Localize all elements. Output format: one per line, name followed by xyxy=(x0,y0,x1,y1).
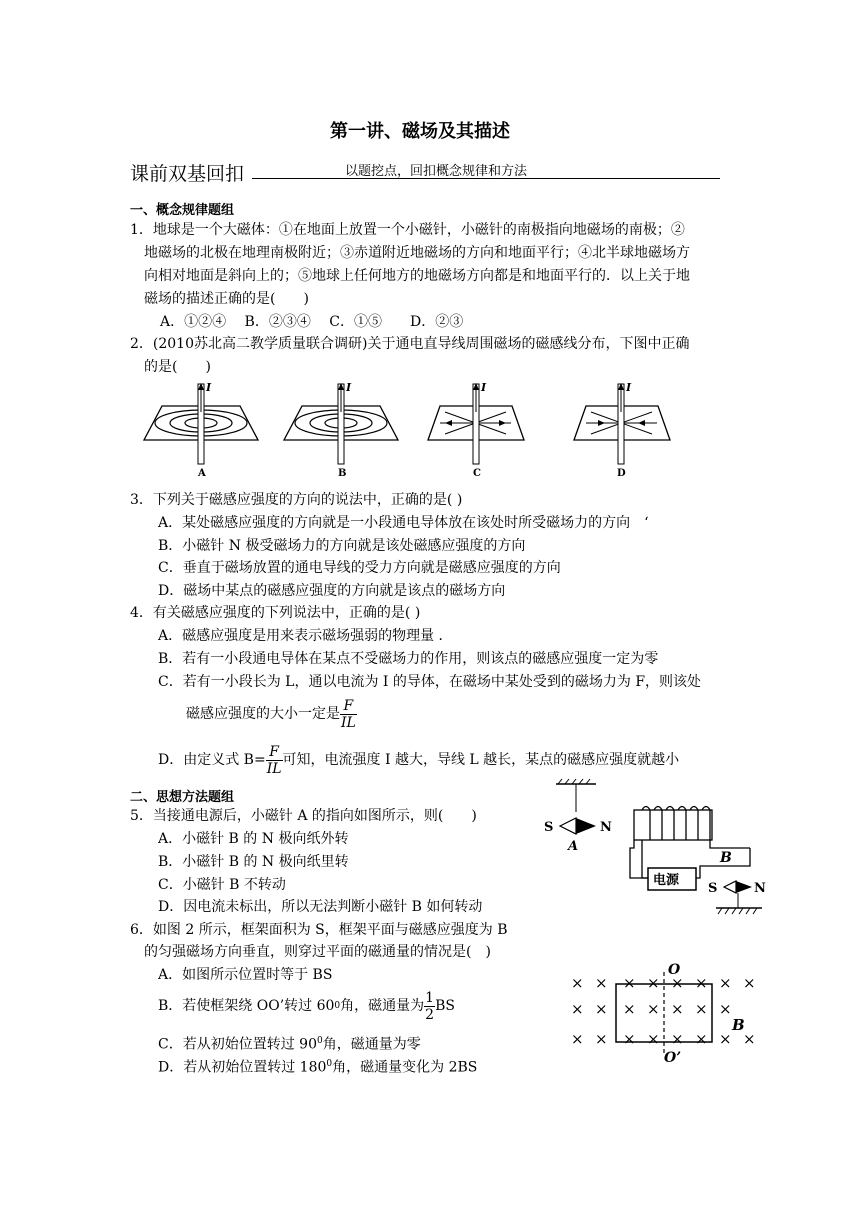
field-cross: × xyxy=(719,1000,732,1018)
q2-current-label-d: I xyxy=(626,381,632,394)
field-cross: × xyxy=(623,974,636,992)
q5-magnet-b-label: B xyxy=(720,850,732,866)
q2-label-c: C xyxy=(473,468,481,478)
field-cross: × xyxy=(695,1000,708,1018)
q6-field-crosses xyxy=(571,974,756,1048)
q2-option-b-diagram xyxy=(284,383,398,464)
q6-label-b: B xyxy=(732,1016,745,1034)
q5-option-d: D．因电流未标出，所以无法判断小磁针 B 如何转动 xyxy=(158,899,483,915)
q6-figure xyxy=(560,958,770,1068)
q6-half-num: 1 xyxy=(425,989,435,1006)
field-cross: × xyxy=(647,1030,660,1048)
q1-line-3: 向相对地面是斜向上的；⑤地球上任何地方的地磁场方向都是和地面平行的．以上关于地 xyxy=(144,268,690,284)
q5-magnet-a-s: S xyxy=(544,820,554,835)
q4-fraction-c xyxy=(340,698,357,731)
q5-stem: 5．当接通电源后，小磁针 A 的指向如图所示，则( ) xyxy=(130,808,477,824)
q5-magnet-b-n: N xyxy=(754,881,766,896)
q4-option-c-text: 磁感应强度的大小一定是 xyxy=(186,706,340,722)
q5-magnet-a-label: A xyxy=(568,839,579,854)
header-left: 课前双基回扣 xyxy=(130,163,245,185)
q4-option-d xyxy=(158,738,679,782)
q5-option-a: A．小磁针 B 的 N 极向纸外转 xyxy=(158,831,349,847)
q4-option-c: C．若有一小段长为 L，通以电流为 I 的导体，在磁场中某处受到的磁场力为 F，则该处 xyxy=(158,674,702,690)
field-cross: × xyxy=(695,974,708,992)
q6-option-b xyxy=(158,986,455,1026)
header-center: 以题挖点，回扣概念规律和方法 xyxy=(345,164,528,179)
q1-line-4: 磁场的描述正确的是( ) xyxy=(144,291,309,307)
q6-option-b-pre: B．若使框架绕 OO’转过 60 xyxy=(158,998,335,1014)
q5-power-label: 电源 xyxy=(653,873,680,888)
q5-figure xyxy=(540,778,780,920)
q6-label-o-prime: O’ xyxy=(664,1050,682,1066)
field-cross: × xyxy=(743,1030,756,1048)
q2-figure xyxy=(140,378,680,478)
q2-option-d-diagram xyxy=(574,383,670,464)
field-cross: × xyxy=(719,1030,732,1048)
q1-line-2: 地磁场的北极在地理南极附近；③赤道附近地磁场的方向和地面平行；④北半球地磁场方 xyxy=(144,245,690,261)
q5-magnet-a-n: N xyxy=(600,820,612,835)
q2-option-a-diagram xyxy=(144,383,258,464)
q6-option-b-deg: 0 xyxy=(334,1001,341,1011)
field-cross: × xyxy=(623,1030,636,1048)
section-1-heading: 一、概念规律题组 xyxy=(130,203,235,218)
field-cross: × xyxy=(671,1000,684,1018)
q6-option-d-deg: 0 xyxy=(326,1059,333,1069)
q2-line-1: 2．(2010苏北高二教学质量联合调研)关于通电直导线周围磁场的磁感线分布，下图中正确 xyxy=(130,336,690,352)
q4-fraction-d-den: IL xyxy=(266,760,282,777)
q4-option-a: A．磁感应强度是用来表示磁场强弱的物理量 ． xyxy=(158,628,453,644)
q2-label-b: B xyxy=(338,468,347,478)
field-cross: × xyxy=(719,974,732,992)
q3-option-d: D．磁场中某点的磁感应强度的方向就是该点的磁场方向 xyxy=(158,583,506,599)
q6-option-d xyxy=(158,1054,477,1078)
q6-half-den: 2 xyxy=(425,1006,435,1023)
q2-current-label-b: I xyxy=(346,381,352,394)
q6-option-a: A．如图所示位置时等于 BS xyxy=(158,967,333,983)
field-cross: × xyxy=(595,1030,608,1048)
q6-option-c xyxy=(158,1031,421,1055)
q4-stem: 4．有关磁感应强度的下列说法中，正确的是( ) xyxy=(130,605,421,621)
q5-option-b: B．小磁针 B 的 N 极向纸里转 xyxy=(158,854,349,870)
field-cross: × xyxy=(671,974,684,992)
page-title: 第一讲、磁场及其描述 xyxy=(330,121,510,142)
field-cross: × xyxy=(743,974,756,992)
q6-option-b-mid: 角，磁通量为 xyxy=(340,998,425,1014)
q1-options: A．①②④ B．②③④ C．①⑤ D．②③ xyxy=(160,314,464,330)
field-cross: × xyxy=(571,1030,584,1048)
q4-option-b: B．若有一小段通电导体在某点不受磁场力的作用，则该点的磁感应强度一定为零 xyxy=(158,651,659,667)
q6-option-c-post: 角，磁通量为零 xyxy=(322,1036,421,1053)
field-cross: × xyxy=(571,1000,584,1018)
q6-line-2: 的匀强磁场方向垂直，则穿过平面的磁通量的情况是( ) xyxy=(144,944,491,960)
header-rule xyxy=(252,178,720,179)
field-cross: × xyxy=(623,1000,636,1018)
q4-fraction-c-num: F xyxy=(340,698,357,715)
q5-option-c: C．小磁针 B 不转动 xyxy=(158,877,286,893)
field-cross: × xyxy=(695,1030,708,1048)
q4-fraction-c-den: IL xyxy=(341,714,356,731)
q4-option-c-cont xyxy=(186,692,357,736)
q2-current-label-a: I xyxy=(206,381,212,394)
q6-label-o: O xyxy=(668,962,681,978)
q2-option-c-diagram xyxy=(428,383,524,464)
q3-option-a: A．某处磁感应强度的方向就是一小段通电导体放在该处时所受磁场力的方向 ‘ xyxy=(158,515,649,531)
field-cross: × xyxy=(571,974,584,992)
q6-half-fraction xyxy=(424,990,435,1023)
q6-option-d-pre: D．若从初始位置转过 180 xyxy=(158,1059,327,1076)
q3-option-b: B．小磁针 N 极受磁场力的方向就是该处磁感应强度的方向 xyxy=(158,538,526,554)
q6-option-c-pre: C．若从初始位置转过 90 xyxy=(158,1036,317,1053)
field-cross: × xyxy=(595,1000,608,1018)
field-cross: × xyxy=(647,1000,660,1018)
q6-option-d-post: 角，磁通量变化为 2BS xyxy=(332,1059,478,1076)
q5-magnet-b-s: S xyxy=(708,881,718,896)
field-cross: × xyxy=(647,974,660,992)
q4-fraction-d-num: F xyxy=(266,744,283,761)
field-cross: × xyxy=(671,1030,684,1048)
q4-fraction-d xyxy=(266,744,283,777)
q4-option-d-post: 可知，电流强度 I 越大，导线 L 越长，某点的磁感应强度就越小 xyxy=(282,752,680,768)
q4-option-d-pre: D．由定义式 B= xyxy=(158,752,266,768)
q1-line-1: 1．地球是一个大磁体：①在地面上放置一个小磁针，小磁针的南极指向地磁场的南极；② xyxy=(130,222,685,238)
q2-label-a: A xyxy=(198,468,206,478)
q2-line-2: 的是( ) xyxy=(144,359,211,375)
q3-option-c: C．垂直于磁场放置的通电导线的受力方向就是磁感应强度的方向 xyxy=(158,560,561,576)
field-cross: × xyxy=(595,974,608,992)
q6-line-1: 6．如图 2 所示，框架面积为 S，框架平面与磁感应强度为 B xyxy=(130,922,508,938)
q6-option-c-deg: 0 xyxy=(316,1036,323,1046)
q3-stem: 3．下列关于磁感应强度的方向的说法中，正确的是( ) xyxy=(130,492,463,508)
q6-option-b-post: BS xyxy=(435,998,455,1014)
section-2-heading: 二、思想方法题组 xyxy=(130,790,235,805)
q2-current-label-c: I xyxy=(481,381,487,394)
q2-label-d: D xyxy=(617,468,626,478)
